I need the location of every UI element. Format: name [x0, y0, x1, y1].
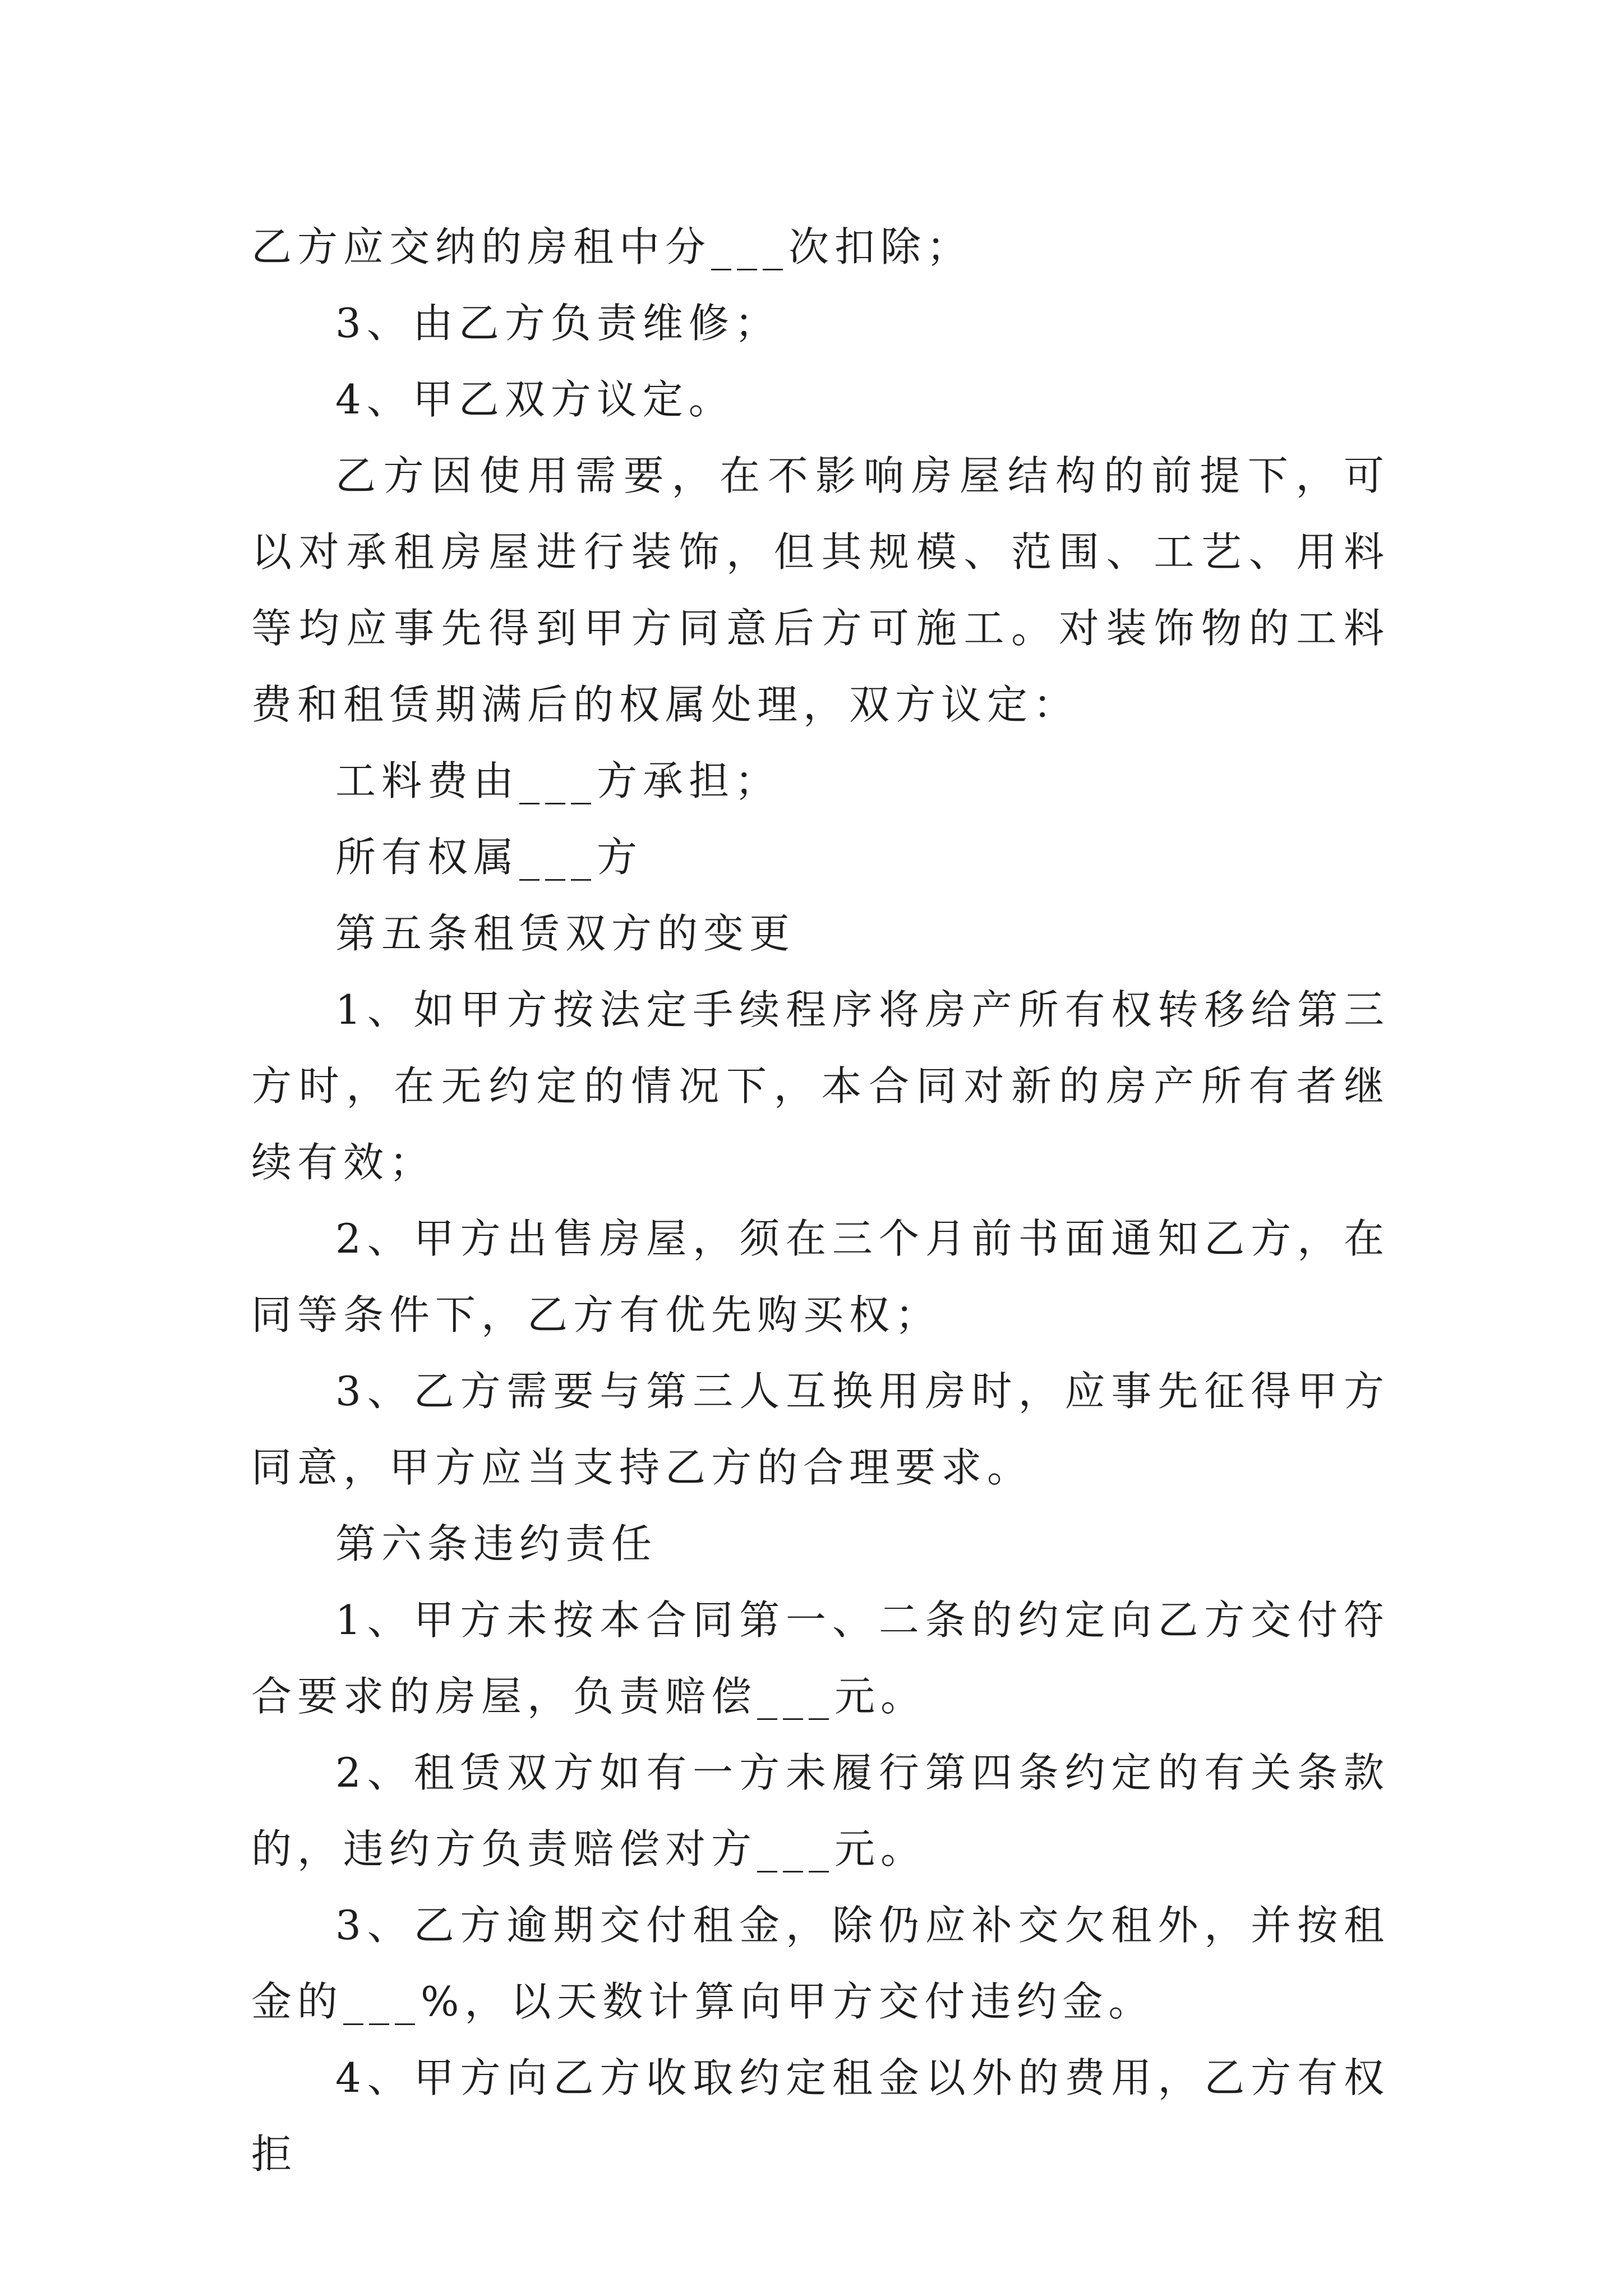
paragraph-6: 所有权属___方: [335, 834, 643, 881]
paragraph-10: 3、乙方需要与第三人互换用房时，应事先征得甲方同意，甲方应当支持乙方的合理要求。: [251, 1368, 1390, 1491]
paragraph-5: 工料费由___方承担；: [335, 757, 781, 804]
section-heading-6: 第六条违约责任: [335, 1520, 658, 1567]
paragraph-13: 2、租赁双方如有一方未履行第四条约定的有关条款的，违约方负责赔偿对方___元。: [251, 1749, 1390, 1872]
paragraph-2: 3、由乙方负责维修；: [335, 300, 781, 347]
paragraph-4: 乙方因使用需要，在不影响房屋结构的前提下，可以对承租房屋进行装饰，但其规模、范围、工艺、用料等均应事先得到甲方同意后方可施工。对装饰物的工料费和租赁期满后的权属处理，双方议定：: [251, 452, 1390, 728]
paragraph-14: 3、乙方逾期交付租金，除仍应补交欠租外，并按租金的___%，以天数计算向甲方交付违约金。: [251, 1902, 1390, 2025]
paragraph-3: 4、甲乙双方议定。: [335, 376, 735, 423]
section-heading-5: 第五条租赁双方的变更: [335, 910, 796, 957]
document-body: [251, 209, 1390, 2192]
paragraph-15: 4、甲方向乙方收取约定租金以外的费用，乙方有权拒: [251, 2054, 1390, 2178]
paragraph-8: 1、如甲方按法定手续程序将房产所有权转移给第三方时，在无约定的情况下，本合同对新的房产所有者继续有效；: [251, 986, 1390, 1186]
paragraph-9: 2、甲方出售房屋，须在三个月前书面通知乙方，在同等条件下，乙方有优先购买权；: [251, 1215, 1390, 1338]
paragraph-1: 乙方应交纳的房租中分___次扣除；: [251, 223, 973, 270]
paragraph-12: 1、甲方未按本合同第一、二条的约定向乙方交付符合要求的房屋，负责赔偿___元。: [251, 1596, 1390, 1720]
